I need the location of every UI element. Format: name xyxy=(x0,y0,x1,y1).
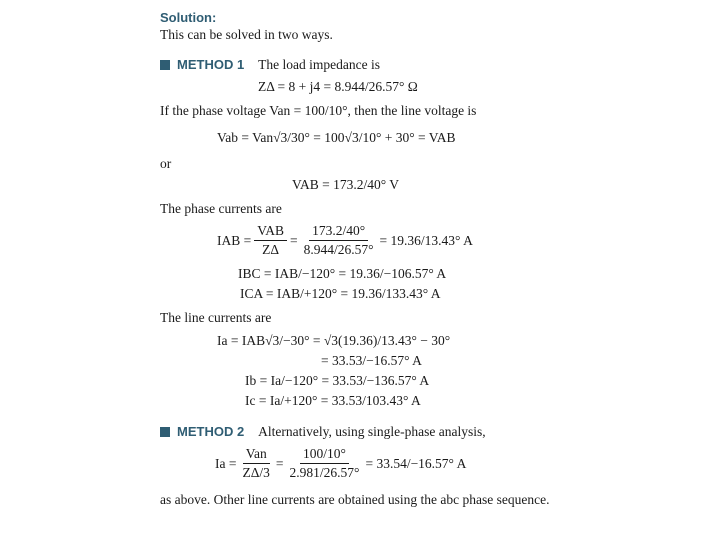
iab-fraction-1 xyxy=(254,223,287,258)
iab-result: = 19.36/13.43° A xyxy=(379,232,473,248)
phase-voltage-sentence: If the phase voltage Van = 100/10°, then the line voltage is xyxy=(160,103,477,118)
intro-text: This can be solved in two ways. xyxy=(160,27,333,42)
method2-ia-lhs: Ia = xyxy=(215,455,237,471)
ica-equation: ICA = IAB/+120° = 19.36/133.43° A xyxy=(240,286,441,301)
or-text: or xyxy=(160,156,172,171)
method1-text: The load impedance is xyxy=(258,57,381,72)
iab-equation xyxy=(217,223,473,258)
vab-equation: Vab = Van√3/30° = 100√3/10° + 30° = VAB xyxy=(217,130,456,145)
method2-text: Alternatively, using single-phase analysis, xyxy=(258,424,486,439)
iab-numerator-1: VAB xyxy=(254,223,287,241)
iab-denominator-2: 8.944/26.57° xyxy=(303,242,374,257)
square-bullet-icon xyxy=(160,427,170,437)
method2-fraction-2 xyxy=(287,446,363,481)
ibc-equation: IBC = IAB/−120° = 19.36/−106.57° A xyxy=(238,266,447,281)
closing-text: as above. Other line currents are obtained using the abc phase sequence. xyxy=(160,492,550,507)
impedance-equation: ZΔ = 8 + j4 = 8.944/26.57° Ω xyxy=(258,79,418,94)
iab-fraction-2 xyxy=(301,223,377,258)
vab-result: VAB = 173.2/40° V xyxy=(292,177,400,192)
method2-denominator-1: ZΔ/3 xyxy=(242,465,270,480)
method2-numerator-1: Van xyxy=(243,446,270,464)
iab-lhs: IAB = xyxy=(217,232,252,248)
line-currents-intro: The line currents are xyxy=(160,310,272,325)
method1-header xyxy=(160,57,380,73)
method2-equals: = xyxy=(275,455,284,471)
iab-numerator-2: 173.2/40° xyxy=(309,223,368,241)
method2-denominator-2: 2.981/26.57° xyxy=(289,465,360,480)
method2-header xyxy=(160,424,486,440)
phase-currents-intro: The phase currents are xyxy=(160,201,282,216)
iab-denominator-1: ZΔ xyxy=(262,242,280,257)
method2-ia-equation xyxy=(215,446,466,481)
method2-fraction-1 xyxy=(239,446,272,481)
method1-label: METHOD 1 xyxy=(177,57,245,72)
ia-equation-line2: = 33.53/−16.57° A xyxy=(321,353,422,368)
method2-label: METHOD 2 xyxy=(177,424,245,439)
ib-equation: Ib = Ia/−120° = 33.53/−136.57° A xyxy=(245,373,430,388)
iab-equals: = xyxy=(290,232,298,248)
square-bullet-icon xyxy=(160,60,170,70)
method2-result: = 33.54/−16.57° A xyxy=(365,455,467,471)
method2-numerator-2: 100/10° xyxy=(300,446,349,464)
ic-equation: Ic = Ia/+120° = 33.53/103.43° A xyxy=(245,393,421,408)
ia-equation-line1: Ia = IAB√3/−30° = √3(19.36)/13.43° − 30° xyxy=(217,333,451,348)
solution-heading: Solution: xyxy=(160,10,217,25)
